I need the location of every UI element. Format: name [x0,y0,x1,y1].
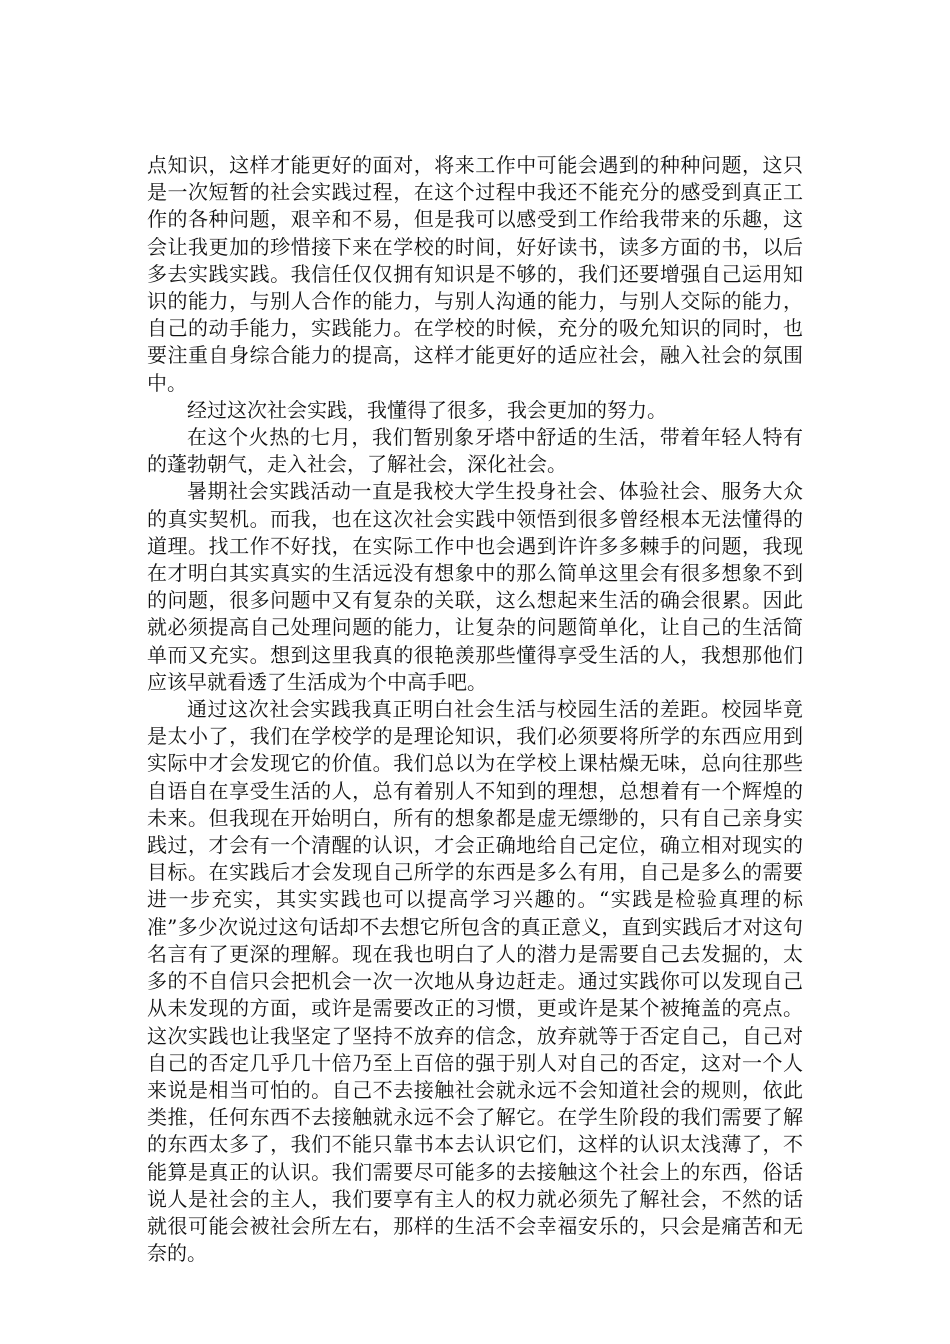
paragraph-3: 在这个火热的七月，我们暂别象牙塔中舒适的生活，带着年轻人特有的蓬勃朝气，走入社会，了解社会，深化社会。 [147,425,803,477]
paragraph-2: 经过这次社会实践，我懂得了很多，我会更加的努力。 [187,397,667,422]
paragraph-1: 点知识，这样才能更好的面对，将来工作中可能会遇到的种种问题，这只是一次短暂的社会实践过程，在这个过程中我还不能充分的感受到真正工作的各种问题，艰辛和不易，但是我可以感受到工作给我带来的乐趣，这会让我更加的珍惜接下来在学校的时间，好好读书，读多方面的书，以后多去实践实践。我信任仅仅拥有知识是不够的，我们还要增强自己运用知识的能力，与别人合作的能力，与别人沟通的能力，与别人交际的能力，自己的动手能力，实践能力。在学校的时候，充分的吸允知识的同时，也要注重自身综合能力的提高，这样才能更好的适应社会，融入社会的氛围中。 [147,153,803,395]
paragraph-5: 通过这次社会实践我真正明白社会生活与校园生活的差距。校园毕竟是太小了，我们在学校学的是理论知识，我们必须要将所学的东西应用到实际中才会发现它的价值。我们总以为在学校上课枯燥无味，总向往那些自语自在享受生活的人，总有着别人不知到的理想，总想着有一个辉煌的未来。但我现在开始明白，所有的想象都是虚无缥缈的，只有自己亲身实践过，才会有一个清醒的认识，才会正确地给自己定位，确立相对现实的目标。在实践后才会发现自己所学的东西是多么有用，自己是多么的需要进一步充实，其实实践也可以提高学习兴趣的。“实践是检验真理的标准”多少次说过这句话却不去想它所包含的真正意义，直到实践后才对这句名言有了更深的理解。现在我也明白了人的潜力是需要自己去发掘的，太多的不自信只会把机会一次一次地从身边赶走。通过实践你可以发现自己从未发现的方面，或许是需要改正的习惯，更或许是某个被掩盖的亮点。这次实践也让我坚定了坚持不放弃的信念，放弃就等于否定自己，自己对自己的否定几乎几十倍乃至上百倍的强于别人对自己的否定，这对一个人来说是相当可怕的。自己不去接触社会就永远不会知道社会的规则，依此类推，任何东西不去接触就永远不会了解它。在学生阶段的我们需要了解的东西太多了，我们不能只靠书本去认识它们，这样的认识太浅薄了，不能算是真正的认识。我们需要尽可能多的去接触这个社会上的东西，俗话说人是社会的主人，我们要享有主人的权力就必须先了解社会，不然的话就很可能会被社会所左右，那样的生活不会幸福安乐的，只会是痛苦和无奈的。 [147,697,803,1266]
paragraph-4: 暑期社会实践活动一直是我校大学生投身社会、体验社会、服务大众的真实契机。而我，也在这次社会实践中领悟到很多曾经根本无法懂得的道理。找工作不好找，在实际工作中也会遇到许许多多棘手的问题，我现在才明白其实真实的生活远没有想象中的那么简单这里会有很多想象不到的问题，很多问题中又有复杂的关联，这么想起来生活的确会很累。因此就必须提高自己处理问题的能力，让复杂的问题简单化，让自己的生活简单而又充实。想到这里我真的很艳羡那些懂得享受生活的人，我想那他们应该早就看透了生活成为个中高手吧。 [147,479,803,694]
document-body [147,152,803,1267]
